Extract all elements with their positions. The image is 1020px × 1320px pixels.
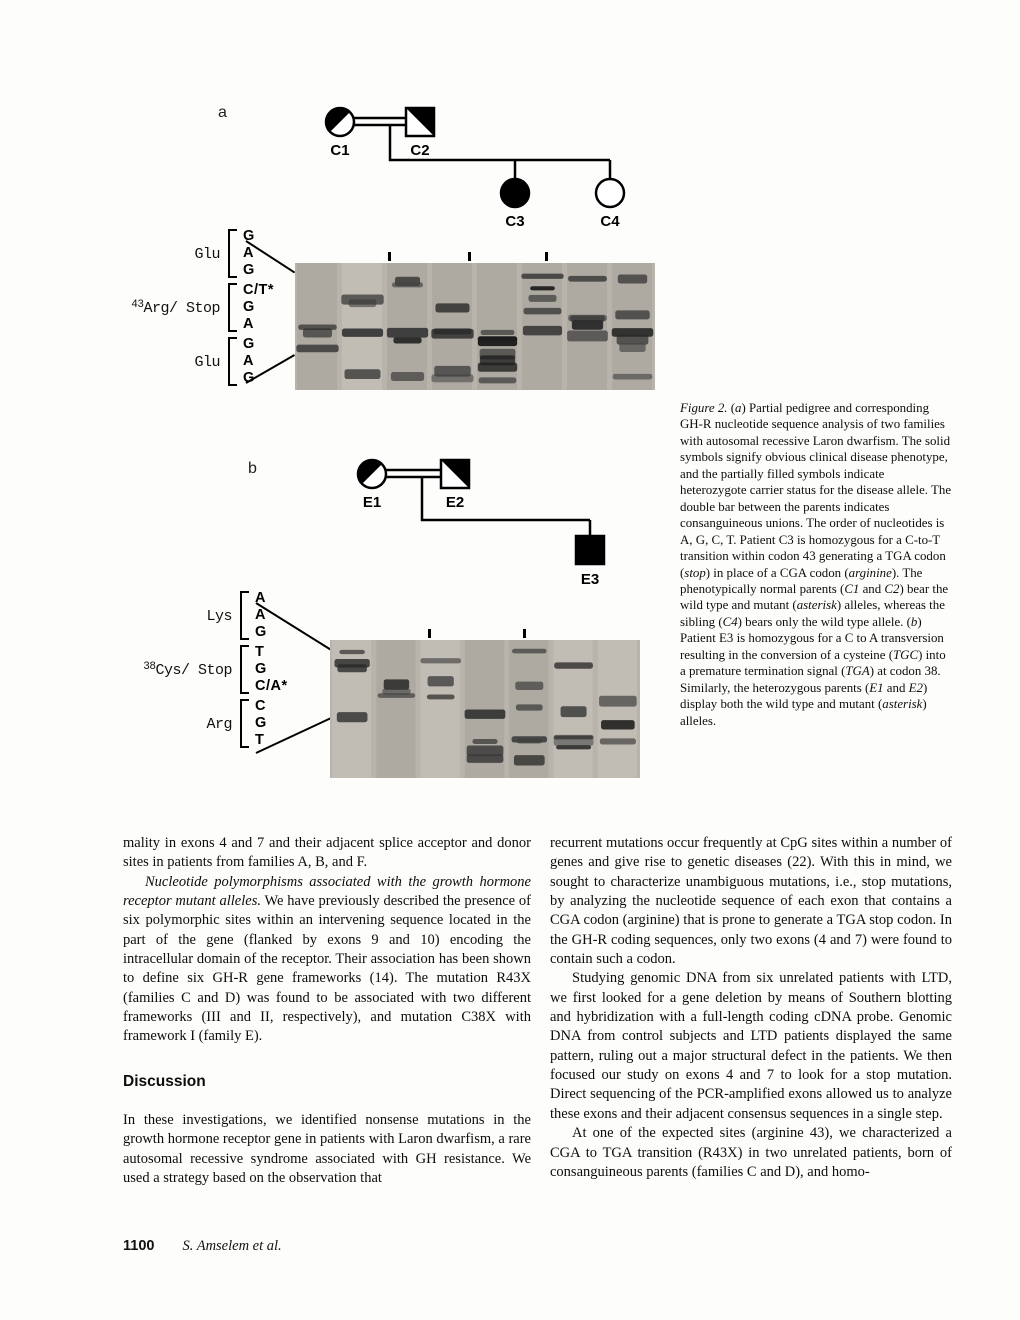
paragraph: Nucleotide polymorphisms associated with the growth hormone receptor mutant alleles. We have previously described the presence of six polymorphic sites within an intervening sequence located in the part of the gene (flanked by exons 9 and 10) encoding the intracellular domain of the receptor. Their association has been shown to define six GH-R gene frameworks (14). The mutation R43X (families C and D) was found to be associated with two different frameworks (III and II, respectively), and mutation C38X with framework I (family E). (123, 873, 531, 1045)
paragraph: Studying genomic DNA from six unrelated patients with LTD, we first looked for a gene deletion by means of Southern blotting and hybridization with a full-length coding cDNA probe. Genomic DNA from control subjects and LTD patients displayed the same pattern, ruling out a major structural defect in the patients. We then focused our study on exons 4 and 7 to look for a stop mutation. Direct sequencing of the PCR-amplified exons allowed us to analyze these exons and their adjacent consensus sequences in a single step. (550, 970, 952, 1122)
panel-a-label: a (218, 104, 227, 121)
sequencing-gel-family-c (295, 263, 655, 390)
symbol-unaffected-female-c4 (596, 179, 624, 207)
bracket (228, 229, 237, 278)
bracket (240, 645, 249, 694)
codon-group-glu-top (118, 228, 274, 279)
codon-group-cys-stop (130, 644, 288, 695)
lane-tick (545, 252, 548, 261)
pedigree-label-e3: E3 (580, 571, 600, 588)
residue-label: Glu (194, 353, 220, 371)
running-authors: S. Amselem et al. (182, 1238, 282, 1254)
codon-group-lys (130, 590, 288, 641)
lane-tick (523, 629, 526, 638)
text-column-left (123, 834, 531, 1189)
lane-tick (388, 252, 391, 261)
lane-tick (428, 629, 431, 638)
residue-label: $^{43}$Arg/ Stop (131, 298, 220, 317)
residue-label: $^{38}$Cys/ Stop (143, 660, 232, 679)
symbol-affected-male-e3 (576, 536, 604, 564)
residue-label: Glu (194, 245, 220, 263)
pedigree-label-e2: E2 (445, 494, 465, 511)
residue-label: Lys (206, 607, 232, 625)
base-letters: T G C/A* (255, 644, 288, 694)
codon-group-arg (130, 698, 288, 749)
sequence-ladder-codon38 (130, 590, 288, 749)
paragraph: recurrent mutations occur frequently at CpG sites within a number of genes and give rise to genetic diseases (22). With this in mind, we sought to characterize unambiguous mutations, i.e., stop mutations, by analyzing the nucleotide sequence of each exon that contains a CGA codon (arginine) that is prone to generate a TGA stop codon. In the GH-R coding sequences, only two exons (4 and 7) were found to contain such a codon. (550, 835, 952, 968)
panel-b-label: b (248, 460, 257, 477)
base-letters: A A G (255, 590, 267, 640)
paragraph: At one of the expected sites (arginine 43), we characterized a CGA to TGA transition (R43X) in two unrelated patients, born of consanguineous parents (families C and D), and homo- (550, 1125, 952, 1180)
codon-group-arg-stop (118, 282, 274, 333)
discussion-heading: Discussion (123, 1072, 206, 1090)
pedigree-family-e (330, 450, 650, 600)
sequencing-gel-family-e (330, 640, 640, 778)
base-letters: C/T* G A (243, 282, 274, 332)
bracket (240, 591, 249, 640)
bracket (228, 283, 237, 332)
page-footer (123, 1238, 282, 1255)
symbol-affected-female-c3 (501, 179, 529, 207)
base-letters: G A G (243, 336, 255, 386)
bracket (240, 699, 249, 748)
pedigree-label-c3: C3 (505, 213, 525, 230)
bracket (228, 337, 237, 386)
paragraph: mality in exons 4 and 7 and their adjacent splice acceptor and donor sites in patients from families A, B, and F. (123, 835, 531, 871)
paragraph: In these investigations, we identified nonsense mutations in the growth hormone receptor gene in patients with Laron dwarfism, a rare autosomal recessive syndrome associated with GH resistance. We used a strategy based on the observation that (123, 1112, 531, 1187)
pedigree-label-e1: E1 (362, 494, 382, 511)
pedigree-label-c4: C4 (600, 213, 620, 230)
lane-tick (468, 252, 471, 261)
sequence-ladder-codon43 (118, 228, 274, 387)
base-letters: G A G (243, 228, 255, 278)
pedigree-label-c2: C2 (410, 142, 430, 159)
figure-caption: Figure 2. (a) Partial pedigree and corresponding GH-R nucleotide sequence analysis of two families with autosomal recessive Laron dwarfism. The solid symbols signify obvious clinical disease phenotype, and the partially filled symbols indicate heterozygote carrier status for the disease allele. The double bar between the parents indicates consanguineous unions. The order of nucleotides is A, G, C, T. Patient C3 is homozygous for a C-to-T transition within codon 43 generating a TGA codon (stop) in place of a CGA codon (arginine). The phenotypically normal parents (C1 and C2) bear the wild type and mutant (asterisk) alleles, whereas the sibling (C4) bears only the wild type allele. (b) Patient E3 is homozygous for a C to A transversion resulting in the conversion of a cysteine (TGC) into a premature termination signal (TGA) at codon 38. Similarly, the heterozygous parents (E1 and E2) display both the wild type and mutant (asterisk) alleles. (680, 401, 952, 728)
pedigree-family-c (300, 95, 640, 240)
text-column-right (550, 834, 952, 1182)
base-letters: C G T (255, 698, 267, 748)
page-number: 1100 (123, 1238, 155, 1254)
pedigree-label-c1: C1 (330, 142, 350, 159)
residue-label: Arg (206, 715, 232, 733)
